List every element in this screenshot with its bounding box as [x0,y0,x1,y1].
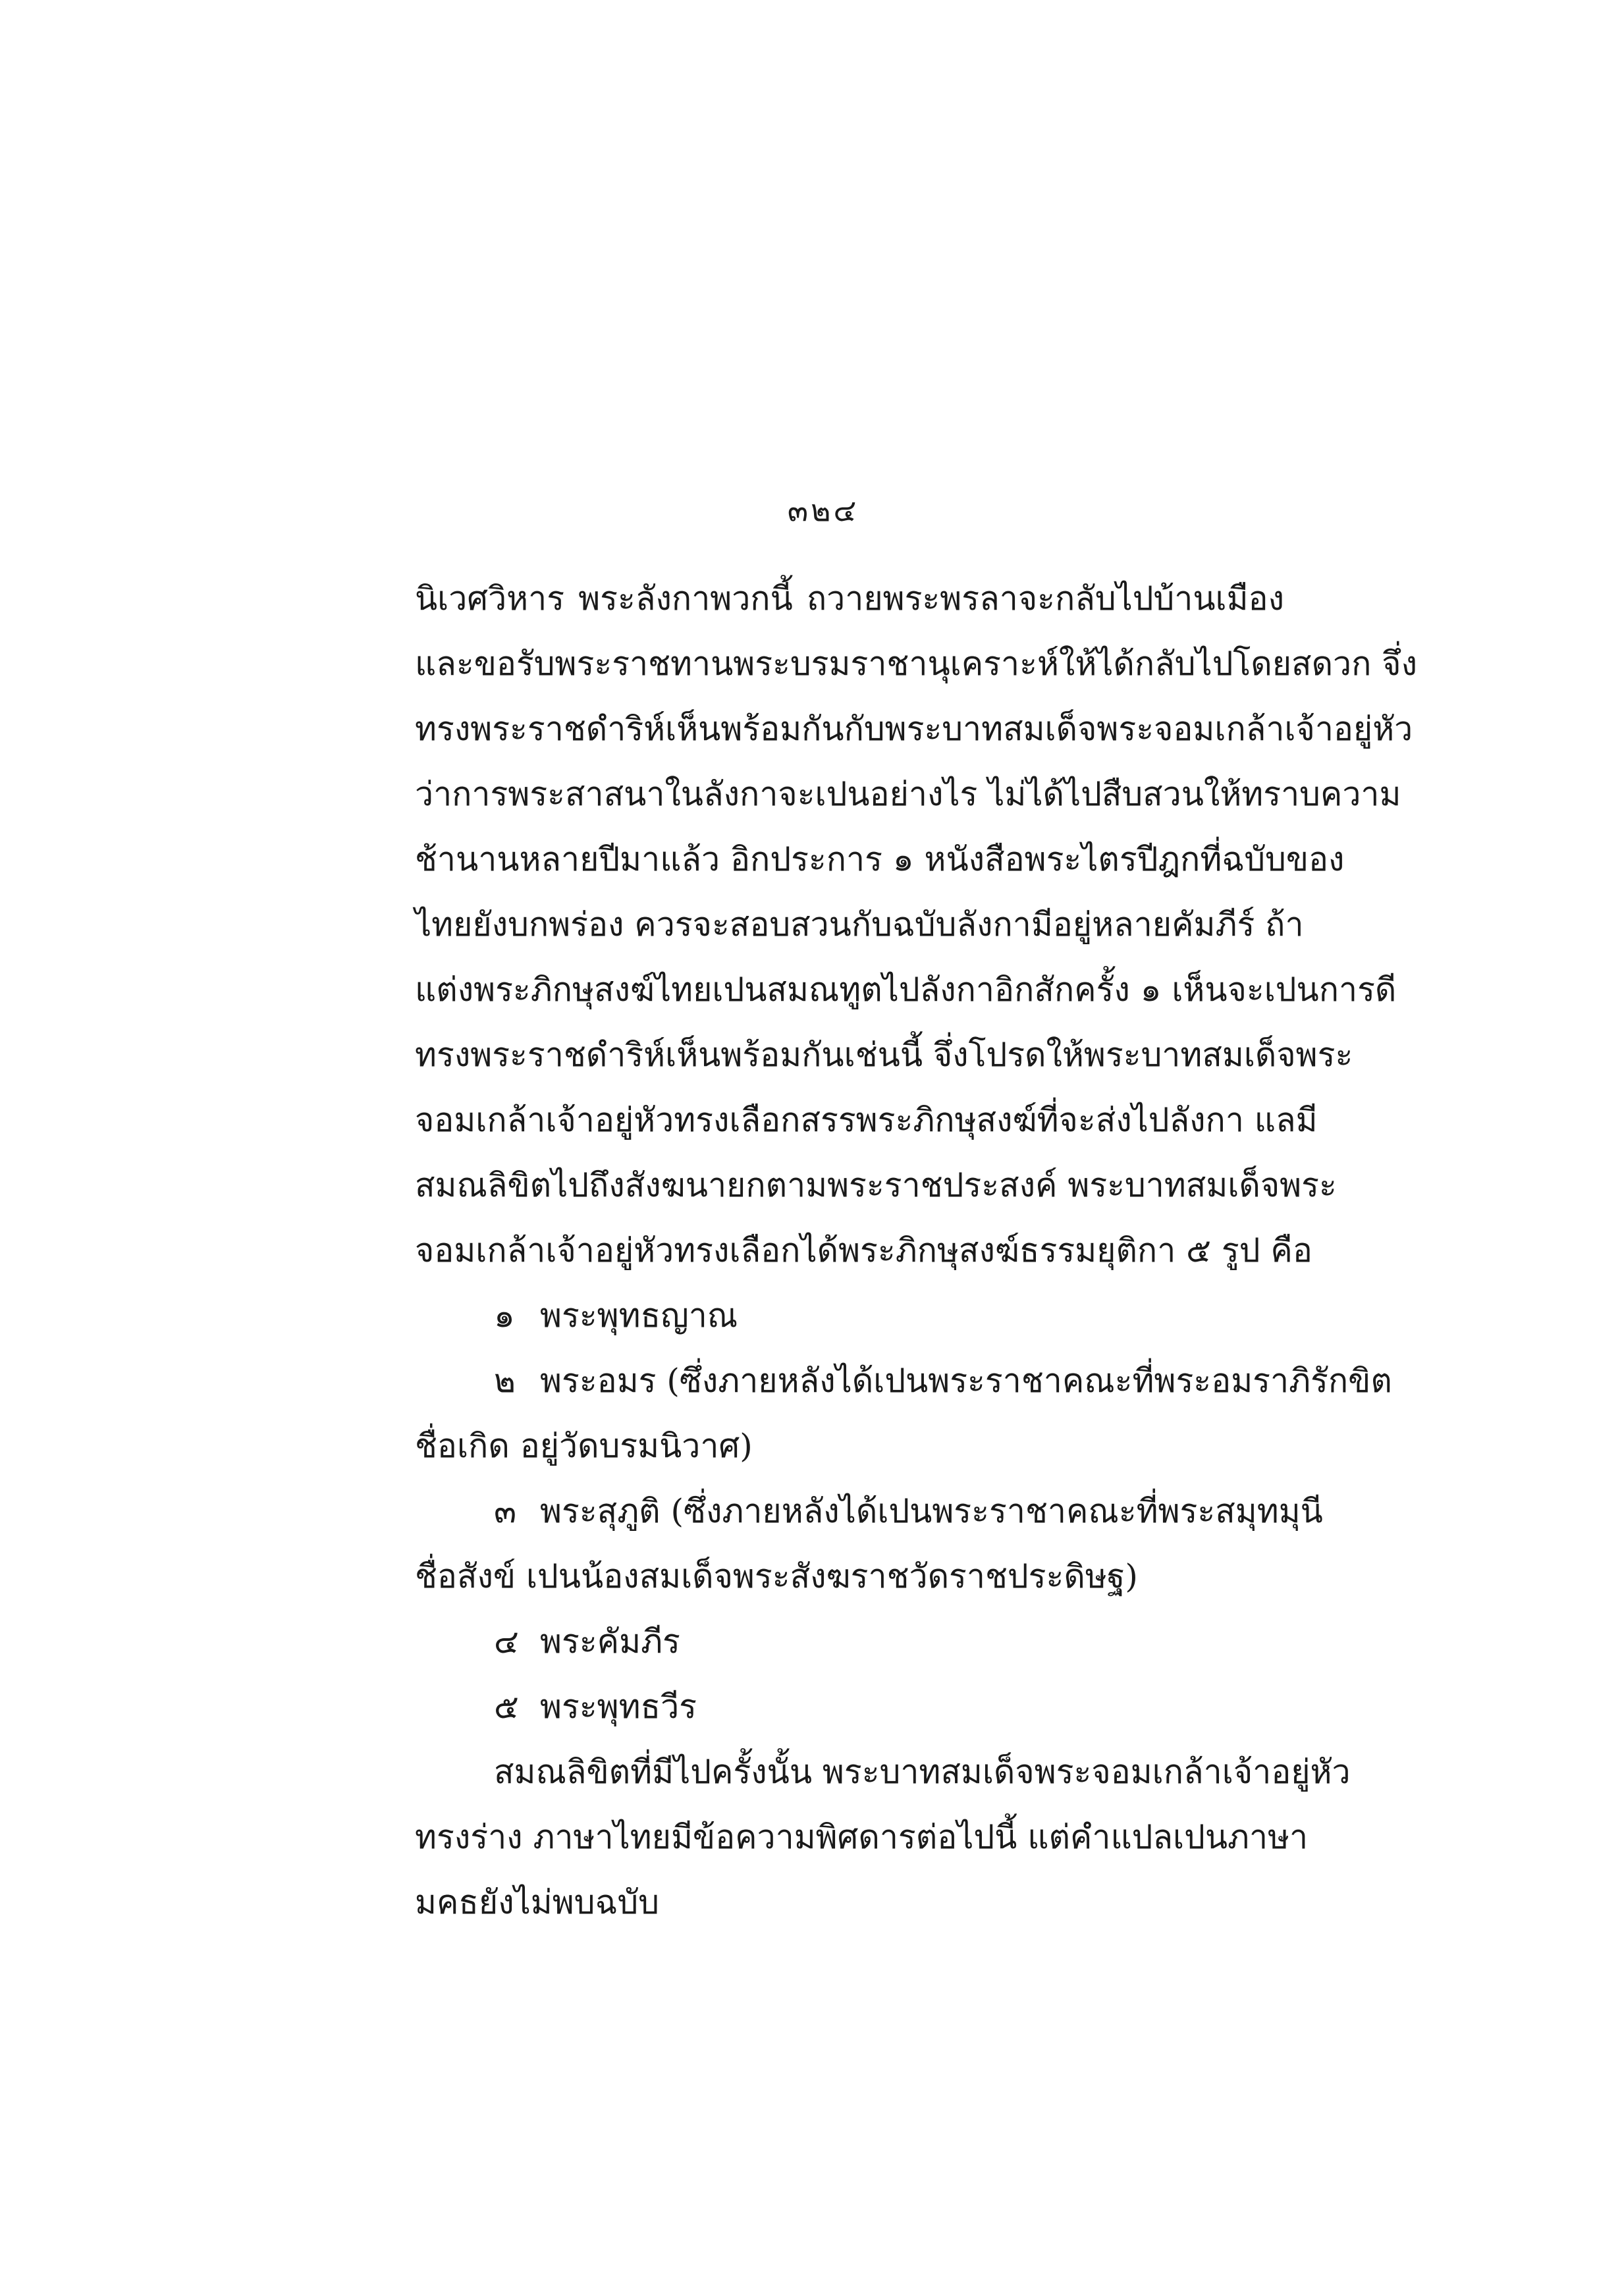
page-number: ๓๒๔ [787,493,859,528]
list-text: พระคัมภีร [540,1622,680,1661]
list-text: พระพุทธญาณ [540,1296,738,1335]
text-line: และขอรับพระราชทานพระบรมราชานุเคราะห์ให้ได้กลับไปโดยสดวก จึ่ง [415,645,1417,683]
text-line: มคธยังไม่พบฉบับ [415,1883,659,1921]
list-number: ๔ [494,1622,519,1661]
body-text [415,566,1417,1935]
text-line: จอมเกล้าเจ้าอยู่หัวทรงเลือกสรรพระภิกษุสงฆ์ที่จะส่งไปลังกา แลมี [415,1101,1318,1139]
text-line: สมณลิขิตไปถึงสังฆนายกตามพระราชประสงค์ พระบาทสมเด็จพระ [415,1166,1337,1204]
list-number: ๓ [494,1492,517,1530]
text-line: ทรงพระราชดำริห์เห็นพร้อมกันกับพระบาทสมเด็จพระจอมเกล้าเจ้าอยู่หัว [415,710,1413,748]
text-line: ช้านานหลายปีมาแล้ว อิกประการ ๑ หนังสือพระไตรปีฎกที่ฉบับของ [415,840,1345,878]
list-text: พระสุภูติ (ซึ่งภายหลังได้เปนพระราชาคณะที่พระสมุทมุนี [540,1492,1323,1530]
text-line: ทรงพระราชดำริห์เห็นพร้อมกันเช่นนี้ จึ่งโปรดให้พระบาทสมเด็จพระ [415,1036,1353,1074]
text-line: นิเวศวิหาร พระลังกาพวกนี้ ถวายพระพรลาจะกลับไปบ้านเมือง [415,579,1284,618]
text-line: จอมเกล้าเจ้าอยู่หัวทรงเลือกได้พระภิกษุสงฆ์ธรรมยุติกา ๕ รูป คือ [415,1231,1312,1269]
list-number: ๒ [494,1362,516,1400]
text-line: ทรงร่าง ภาษาไทยมีข้อความพิศดารต่อไปนี้ แต่คำแปลเปนภาษา [415,1818,1309,1856]
list-item [415,1674,1284,1740]
list-text: พระพุทธวีร [540,1688,697,1726]
text-line: ไทยยังบกพร่อง ควรจะสอบสวนกับฉบับลังกามีอยู่หลายคัมภีร์ ถ้า [415,905,1304,944]
list-number: ๑ [494,1296,515,1335]
list-text: พระอมร (ซึ่งภายหลังได้เปนพระราชาคณะที่พระอมราภิรักขิต [540,1362,1392,1400]
text-line: ว่าการพระสาสนาในลังกาจะเปนอย่างไร ไม่ได้ไปสืบสวนให้ทราบความ [415,775,1401,813]
list-item [415,1348,1392,1414]
text-line: แต่งพระภิกษุสงฆ์ไทยเปนสมณทูตไปลังกาอิกสักครั้ง ๑ เห็นจะเปนการดี [415,971,1397,1009]
list-continuation: ชื่อสังข์ เปนน้องสมเด็จพระสังฆราชวัดราชประดิษฐ) [415,1557,1138,1595]
text-line: สมณลิขิตที่มีไปครั้งนั้น พระบาทสมเด็จพระจอมเกล้าเจ้าอยู่หัว [494,1753,1351,1791]
list-item [415,1609,1284,1674]
list-item [415,1479,1323,1544]
list-number: ๕ [494,1688,519,1726]
list-continuation: ชื่อเกิด อยู่วัดบรมนิวาศ) [415,1427,753,1465]
list-item [415,1283,1284,1348]
